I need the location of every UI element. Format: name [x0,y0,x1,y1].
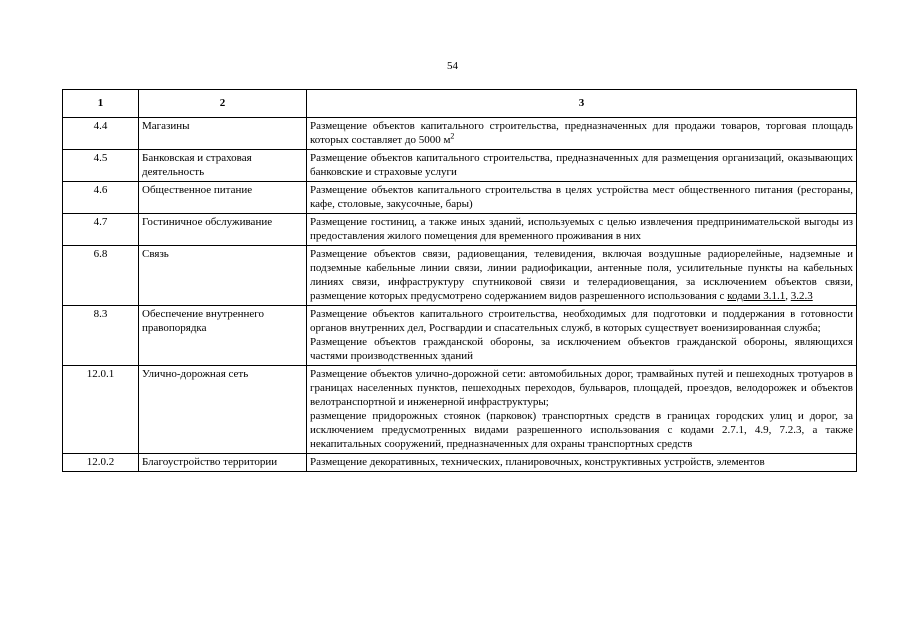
table-row [63,366,857,454]
row-code: 12.0.1 [63,366,139,454]
separator: , [785,290,791,302]
row-description [307,118,857,150]
row-name: Общественное питание [139,182,307,214]
row-name: Связь [139,246,307,306]
description-text: Размещение объектов капитального строительства, предназначенных для размещения организаций, оказывающих банковские и страховые услуги [310,152,853,178]
row-name: Гостиничное обслуживание [139,214,307,246]
column-header-name: 2 [139,90,307,118]
description-paragraph: Размещение объектов капитального строительства, необходимых для подготовки и поддержания в готовности органов внутренних дел, Росгвардии и спасательных служб, в которых существует военизированная служба; [310,308,853,334]
row-description [307,366,857,454]
table-row [63,150,857,182]
description-text: Размещение гостиниц, а также иных зданий, используемых с целью извлечения предпринимательской выгоды из предоставления жилого помещения для временного проживания в них [310,216,853,242]
column-header-description: 3 [307,90,857,118]
table-row [63,246,857,306]
row-description [307,454,857,472]
description-paragraph: Размещение объектов гражданской обороны, за исключением объектов гражданской обороны, являющихся частями производственных зданий [310,336,853,362]
table-row [63,306,857,366]
description-text: Размещение объектов связи, радиовещания, телевидения, включая воздушные радиорелейные, надземные и подземные кабельные линии связи, линии радиофикации, антенные поля, усилительные пункты на кабельных линиях связи, инфраструктуру спутниковой связи и телерадиовещания, за исключением объектов связи, размещение которых предусмотрено содержанием видов разрешенного использования с [310,248,853,302]
row-name: Улично-дорожная сеть [139,366,307,454]
row-code: 4.5 [63,150,139,182]
table-header-row [63,90,857,118]
description-text: Размещение объектов капитального строительства в целях устройства мест общественного питания (рестораны, кафе, столовые, закусочные, бары) [310,184,853,210]
row-description [307,214,857,246]
row-description [307,246,857,306]
row-code: 12.0.2 [63,454,139,472]
row-code: 4.6 [63,182,139,214]
table-row [63,182,857,214]
row-code: 6.8 [63,246,139,306]
description-text: Размещение объектов капитального строительства, предназначенных для продажи товаров, торговая площадь которых составляет до 5000 м [310,120,853,146]
table-row [63,454,857,472]
table-row [63,214,857,246]
description-paragraph: размещение придорожных стоянок (парковок) транспортных средств в границах городских улиц и дорог, за исключением предусмотренных видами разрешенного использования с кодами 2.7.1, 4.9, 7.2.3, а также некапитальных сооружений, предназначенных для охраны транспортных средств [310,410,853,450]
row-description [307,182,857,214]
row-name: Банковская и страховая деятельность [139,150,307,182]
page-number: 54 [447,60,458,72]
row-name: Магазины [139,118,307,150]
row-description [307,306,857,366]
code-reference-link[interactable]: 3.2.3 [790,290,813,302]
description-paragraph: Размещение объектов улично-дорожной сети: автомобильных дорог, трамвайных путей и пешеходных тротуаров в границах населенных пунктов, пешеходных переходов, бульваров, площадей, проездов, велодорожек и объектов велотранспортной и инженерной инфраструктуры; [310,368,853,408]
row-name: Обеспечение внутреннего правопорядка [139,306,307,366]
superscript: 2 [450,131,455,141]
description-text: Размещение декоративных, технических, планировочных, конструктивных устройств, элементов [310,456,765,468]
row-code: 8.3 [63,306,139,366]
land-use-table [62,89,857,472]
row-name: Благоустройство территории [139,454,307,472]
code-reference-link[interactable]: кодами 3.1.1 [727,290,786,302]
column-header-code: 1 [63,90,139,118]
table-row [63,118,857,150]
row-code: 4.4 [63,118,139,150]
row-code: 4.7 [63,214,139,246]
row-description [307,150,857,182]
